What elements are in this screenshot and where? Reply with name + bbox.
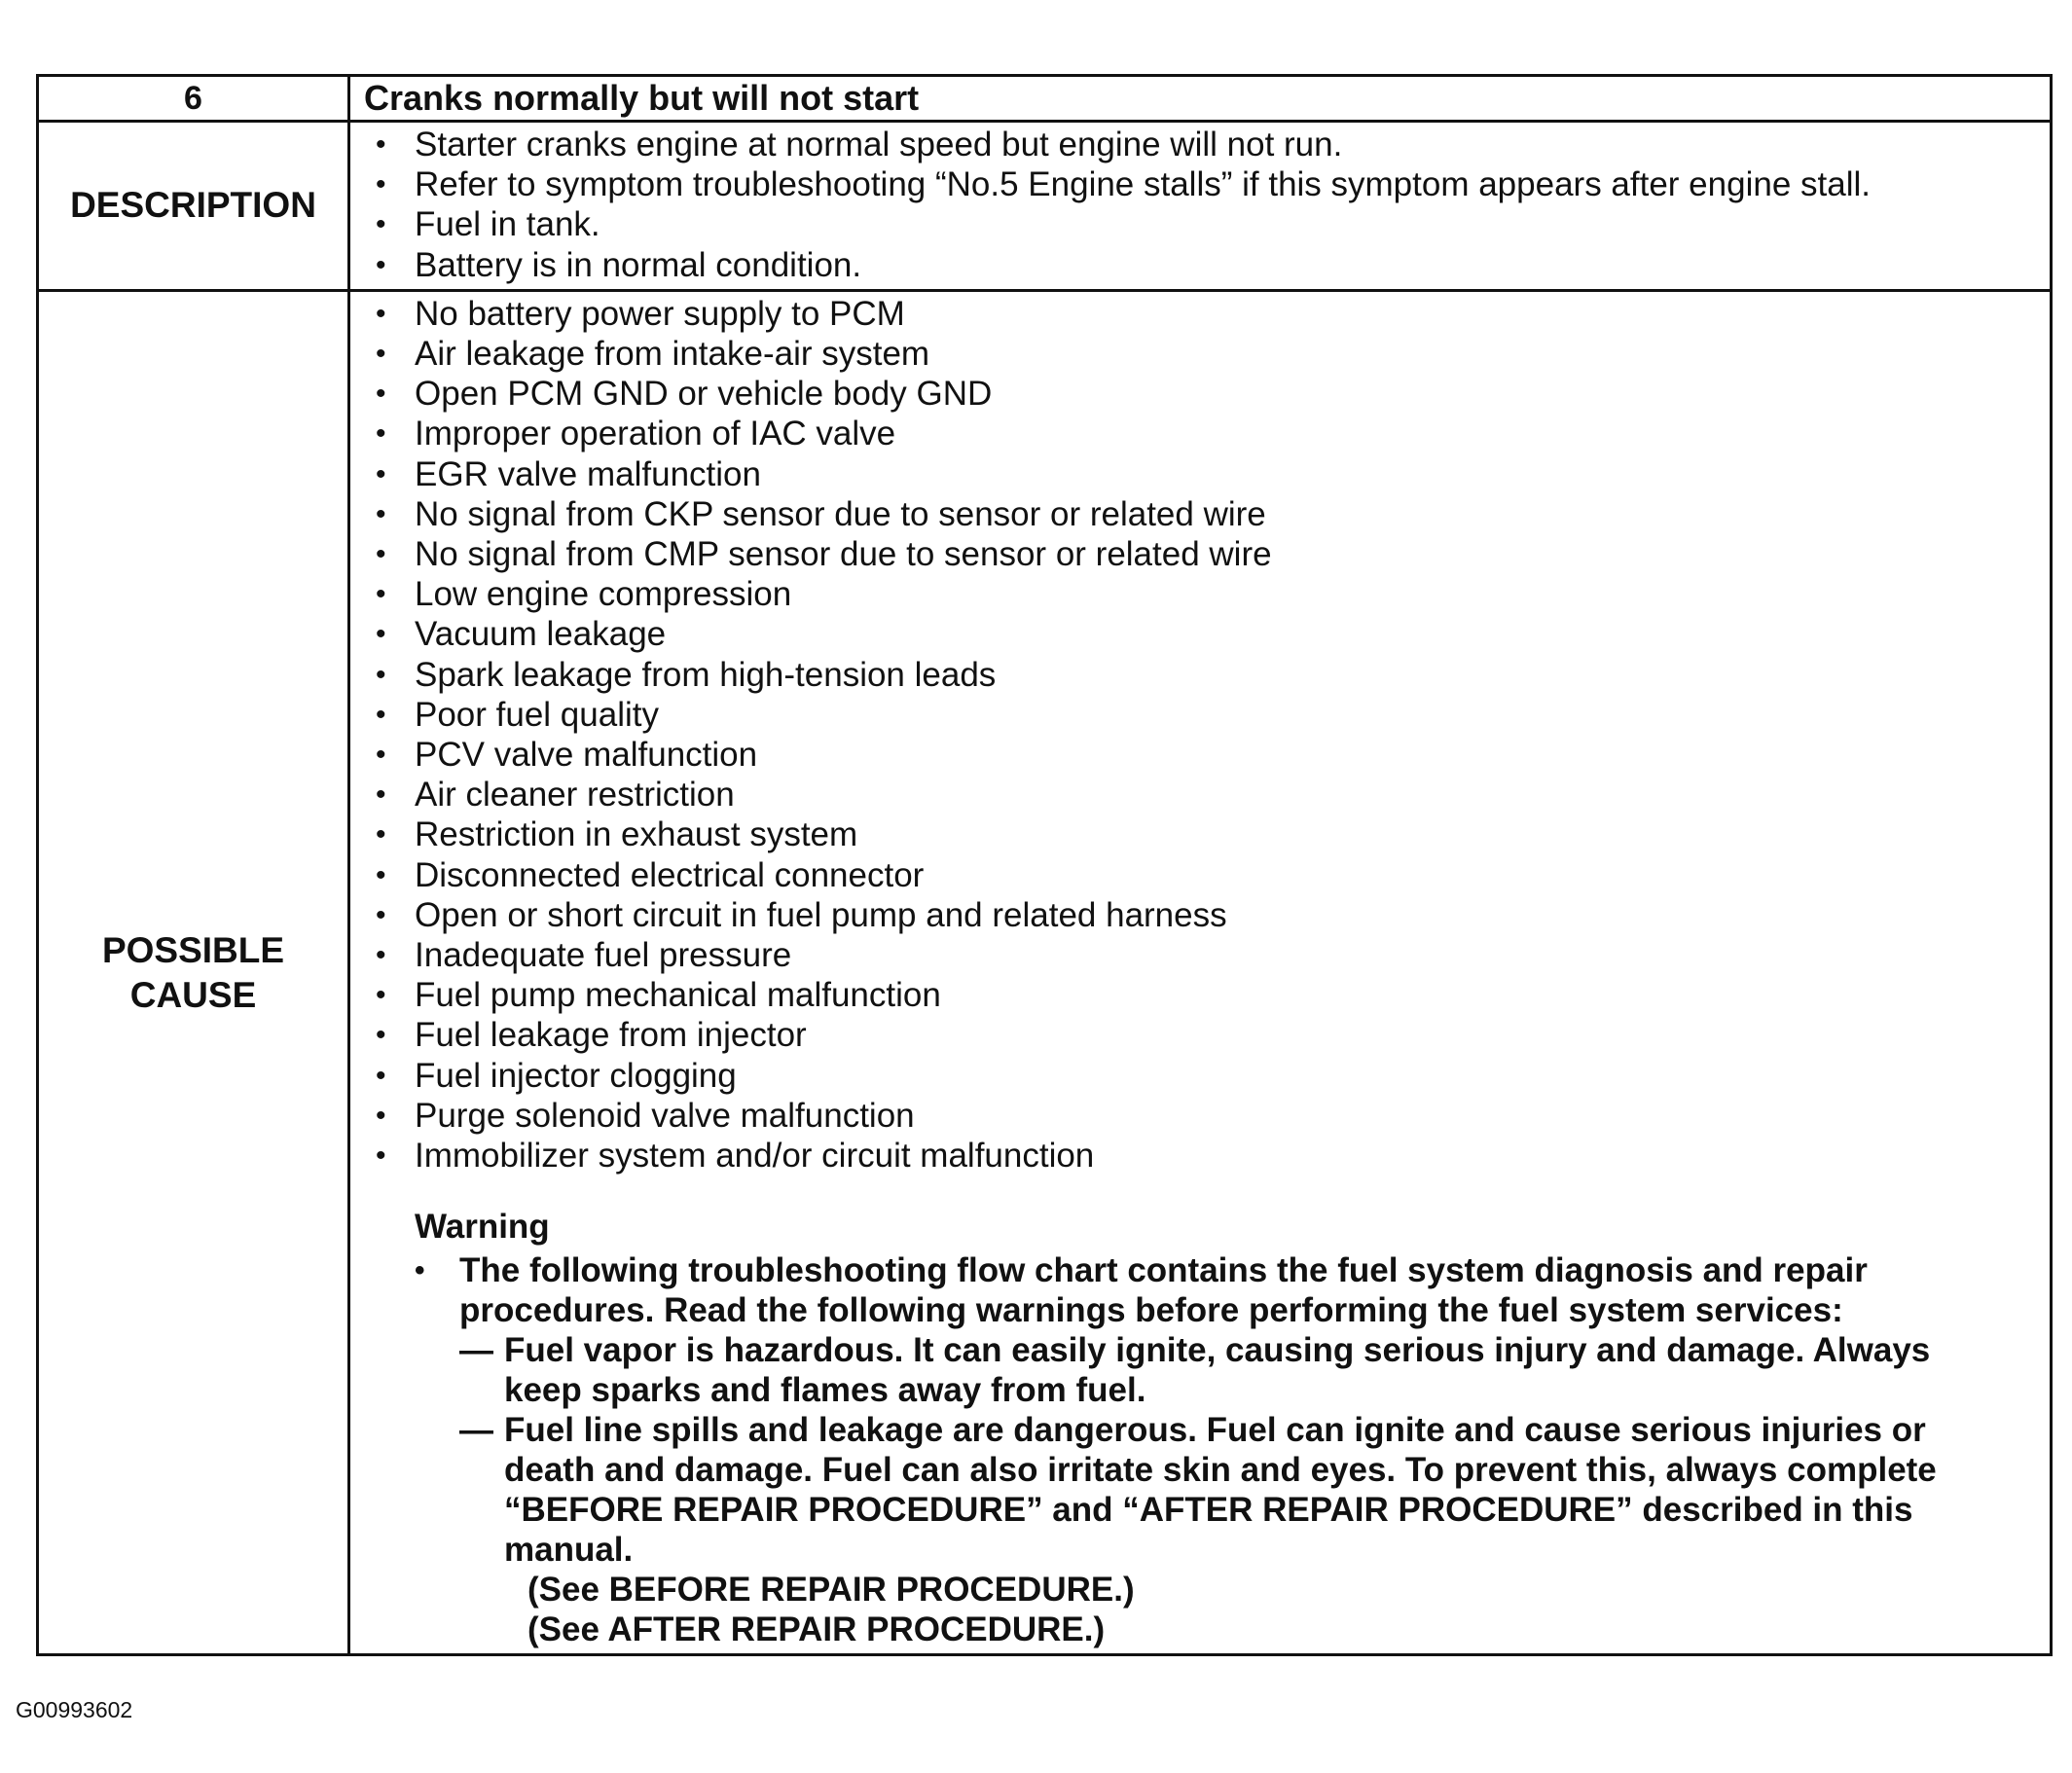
description-item-text: Fuel in tank.: [415, 205, 600, 244]
possible-cause-row: [38, 290, 2052, 1654]
possible-cause-label-line2: CAUSE: [129, 974, 257, 1015]
possible-cause-item: [374, 895, 2040, 935]
possible-cause-item: [374, 414, 2040, 453]
possible-cause-item-text: Inadequate fuel pressure: [415, 936, 792, 975]
possible-cause-item-text: No battery power supply to PCM: [415, 294, 905, 333]
possible-cause-item: [374, 294, 2040, 334]
possible-cause-item: [374, 1015, 2040, 1055]
possible-cause-item: [374, 494, 2040, 534]
bullet-icon: •: [376, 417, 386, 451]
warning-dash-item: [459, 1410, 2040, 1570]
warning-dash-line: death and damage. Fuel can also irritate skin and eyes. To prevent this, always complete: [504, 1451, 1937, 1490]
possible-cause-item: [374, 655, 2040, 695]
bullet-icon: •: [376, 538, 386, 571]
warning-dash-item: [459, 1330, 2040, 1410]
em-dash-icon: —: [459, 1331, 493, 1370]
possible-cause-item-text: Vacuum leakage: [415, 615, 667, 654]
warning-dash-list: [459, 1330, 2040, 1570]
warning-dash-line: “BEFORE REPAIR PROCEDURE” and “AFTER REPAIR PROCEDURE” described in this: [504, 1491, 1913, 1530]
bullet-icon: •: [376, 457, 386, 490]
figure-code: G00993602: [16, 1697, 133, 1722]
bullet-icon: •: [376, 168, 386, 201]
description-item: [374, 125, 2040, 164]
possible-cause-item: [374, 1136, 2040, 1176]
warning-dash-line: keep sparks and flames away from fuel.: [504, 1371, 1146, 1410]
possible-cause-item: [374, 614, 2040, 654]
symptom-number: 6: [38, 76, 349, 122]
bullet-icon: •: [376, 1099, 386, 1132]
possible-cause-item-text: Restriction in exhaust system: [415, 815, 858, 854]
possible-cause-item: [374, 574, 2040, 614]
bullet-icon: •: [376, 778, 386, 812]
bullet-icon: •: [376, 578, 386, 611]
description-item: [374, 164, 2040, 204]
possible-cause-item: [374, 454, 2040, 494]
possible-cause-item-text: Fuel pump mechanical malfunction: [415, 976, 941, 1015]
bullet-icon: •: [376, 658, 386, 691]
possible-cause-item-text: No signal from CKP sensor due to sensor or related wire: [415, 494, 1266, 533]
description-item: [374, 245, 2040, 285]
possible-cause-label-line1: POSSIBLE: [101, 929, 285, 970]
warning-block: [374, 1207, 2040, 1649]
possible-cause-item-text: Open PCM GND or vehicle body GND: [415, 375, 993, 414]
symptom-table: [36, 74, 2053, 1656]
possible-cause-item-text: Immobilizer system and/or circuit malfunction: [415, 1137, 1095, 1176]
possible-cause-list: [374, 294, 2040, 1176]
bullet-icon: •: [376, 497, 386, 530]
bullet-icon: •: [376, 898, 386, 931]
bullet-icon: •: [376, 208, 386, 241]
description-content: [349, 122, 2052, 291]
possible-cause-label: [38, 290, 349, 1654]
warning-title: Warning: [415, 1208, 550, 1247]
description-list: [374, 125, 2040, 285]
bullet-icon: •: [376, 618, 386, 651]
bullet-icon: •: [376, 1059, 386, 1092]
bullet-icon: •: [376, 979, 386, 1012]
possible-cause-item-text: PCV valve malfunction: [415, 736, 758, 775]
bullet-icon: •: [376, 698, 386, 731]
possible-cause-item: [374, 1056, 2040, 1096]
warning-dash-line: manual.: [504, 1531, 634, 1570]
description-item-text: Starter cranks engine at normal speed but engine will not run.: [415, 126, 1343, 163]
bullet-icon: •: [376, 858, 386, 891]
possible-cause-item-text: Disconnected electrical connector: [415, 855, 925, 894]
bullet-icon: •: [376, 338, 386, 371]
possible-cause-item: [374, 374, 2040, 414]
symptom-table-frame: [36, 74, 2050, 1656]
possible-cause-item: [374, 1096, 2040, 1136]
see-reference-after: (See AFTER REPAIR PROCEDURE.): [527, 1610, 1106, 1649]
possible-cause-item-text: Improper operation of IAC valve: [415, 415, 896, 453]
description-item-text: Refer to symptom troubleshooting “No.5 Engine stalls” if this symptom appears after engine stall.: [415, 165, 1871, 204]
possible-cause-item: [374, 975, 2040, 1015]
possible-cause-item-text: No signal from CMP sensor due to sensor or related wire: [415, 535, 1272, 574]
bullet-icon: •: [376, 378, 386, 411]
table-header-row: [38, 76, 2052, 122]
possible-cause-item-text: Open or short circuit in fuel pump and related harness: [415, 895, 1227, 934]
see-reference-before: (See BEFORE REPAIR PROCEDURE.): [527, 1571, 1135, 1610]
bullet-icon: •: [376, 818, 386, 851]
warning-intro-line: The following troubleshooting flow chart contains the fuel system diagnosis and repair: [459, 1251, 1868, 1290]
possible-cause-item: [374, 775, 2040, 814]
possible-cause-item: [374, 935, 2040, 975]
warning-intro-line: procedures. Read the following warnings before performing the fuel system services:: [459, 1291, 1843, 1330]
possible-cause-item-text: Fuel injector clogging: [415, 1056, 737, 1095]
bullet-icon: •: [376, 297, 386, 330]
bullet-icon: •: [376, 248, 386, 281]
possible-cause-item: [374, 855, 2040, 895]
warning-dash-line: Fuel vapor is hazardous. It can easily ignite, causing serious injury and damage. Always: [504, 1331, 1931, 1370]
possible-cause-item-text: Purge solenoid valve malfunction: [415, 1096, 915, 1135]
possible-cause-item: [374, 695, 2040, 735]
em-dash-icon: —: [459, 1411, 493, 1450]
bullet-icon: •: [376, 739, 386, 772]
possible-cause-item-text: Air leakage from intake-air system: [415, 335, 930, 374]
warning-item: [415, 1250, 2040, 1649]
warning-dash-line: Fuel line spills and leakage are dangerous. Fuel can ignite and cause serious injuries or: [504, 1411, 1926, 1450]
bullet-icon: •: [376, 1140, 386, 1173]
bullet-icon: •: [376, 128, 386, 161]
possible-cause-item-text: EGR valve malfunction: [415, 454, 761, 493]
symptom-title: Cranks normally but will not start: [349, 76, 2052, 122]
bullet-icon: •: [376, 1019, 386, 1052]
description-row: [38, 122, 2052, 291]
possible-cause-item-text: Air cleaner restriction: [415, 776, 735, 814]
description-item-text: Battery is in normal condition.: [415, 245, 862, 284]
possible-cause-item-text: Spark leakage from high-tension leads: [415, 655, 997, 694]
possible-cause-item: [374, 814, 2040, 854]
possible-cause-item-text: Poor fuel quality: [415, 695, 659, 734]
possible-cause-item: [374, 735, 2040, 775]
bullet-icon: •: [376, 939, 386, 972]
bullet-icon: •: [415, 1254, 425, 1287]
possible-cause-item-text: Low engine compression: [415, 575, 792, 614]
description-item: [374, 204, 2040, 244]
possible-cause-item-text: Fuel leakage from injector: [415, 1016, 807, 1055]
possible-cause-content: [349, 290, 2052, 1654]
description-label: DESCRIPTION: [38, 122, 349, 291]
possible-cause-item: [374, 334, 2040, 374]
possible-cause-item: [374, 534, 2040, 574]
